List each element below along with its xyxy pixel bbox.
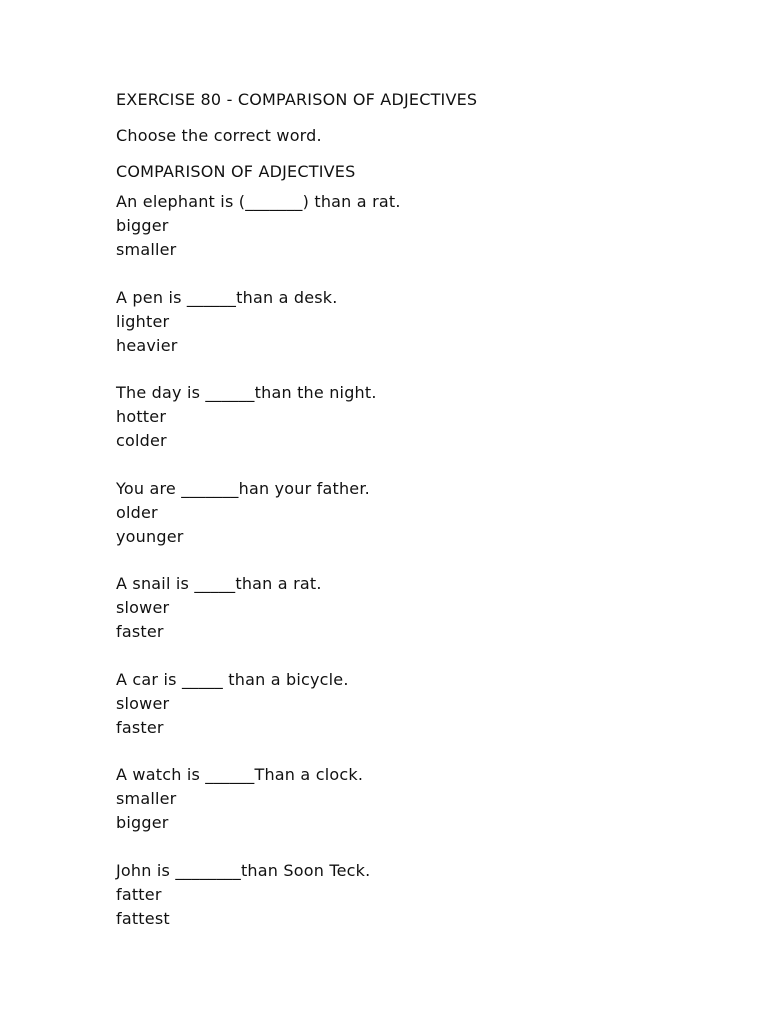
question-3 [116,381,736,453]
instructions: Choose the correct word. [116,126,322,145]
answer-option: hotter [116,407,167,426]
question-1 [116,190,736,262]
answer-option: colder [116,431,167,450]
answer-option: faster [116,622,164,641]
section-heading: COMPARISON OF ADJECTIVES [116,162,356,181]
question-stem: A watch is ______Than a clock. [116,765,364,784]
question-stem: A car is _____ than a bicycle. [116,669,349,689]
question-stem: You are _______han your father. [116,478,370,498]
answer-option: older [116,502,158,522]
answer-option: lighter [116,311,170,331]
answer-option: slower [116,598,170,617]
answer-option: fatter [116,884,162,904]
question-5 [116,572,736,644]
question-6 [116,668,736,740]
answer-option: younger [116,526,184,546]
question-2 [116,286,736,358]
question-stem: A pen is ______than a desk. [116,287,338,307]
question-7 [116,763,736,835]
worksheet-page [116,88,736,954]
page-title: EXERCISE 80 - COMPARISON OF ADJECTIVES [116,90,478,109]
answer-option: heavier [116,335,178,355]
answer-option: faster [116,717,164,737]
question-4 [116,477,736,549]
answer-option: slower [116,693,170,713]
answer-option: smaller [116,789,177,808]
answer-option: bigger [116,813,169,832]
question-stem: A snail is _____than a rat. [116,574,322,593]
question-stem: The day is ______than the night. [116,383,377,402]
question-stem: An elephant is (_______) than a rat. [116,192,401,211]
answer-option: smaller [116,240,177,259]
question-8 [116,859,736,931]
question-stem: John is ________than Soon Teck. [116,860,371,880]
answer-option: fattest [116,908,170,928]
answer-option: bigger [116,216,169,235]
